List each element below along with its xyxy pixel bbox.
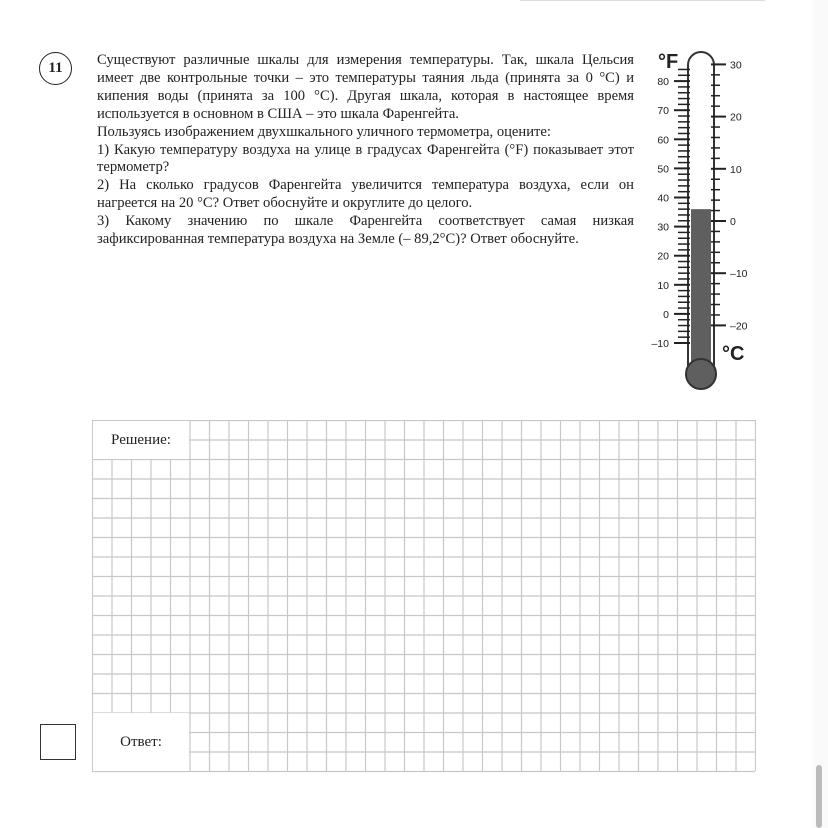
celsius-unit: °C [722, 343, 745, 365]
fahrenheit-label: 40 [657, 192, 669, 205]
fahrenheit-label: 70 [657, 105, 669, 118]
answer-grid [92, 420, 756, 773]
scrollbar-track[interactable] [813, 0, 828, 828]
task-text [97, 52, 634, 249]
fahrenheit-label: 10 [657, 279, 669, 292]
celsius-label: 0 [730, 216, 736, 228]
fahrenheit-label: –10 [651, 338, 669, 350]
fahrenheit-label: 30 [657, 221, 669, 234]
celsius-label: 20 [730, 111, 742, 124]
task-number: 11 [39, 52, 72, 85]
question-2: 2) На сколько градусов Фаренгейта увеличится температура воздуха, если он нагреется на 20 °C? Ответ обоснуйте и округлите до целого. [97, 177, 634, 212]
fahrenheit-label: 50 [657, 163, 669, 176]
fahrenheit-unit: °F [658, 51, 679, 73]
celsius-label: –20 [730, 320, 748, 333]
celsius-label: –10 [730, 268, 748, 281]
scrollbar-thumb[interactable] [816, 765, 822, 828]
task-intro: Существуют различные шкалы для измерения температуры. Так, шкала Цельсия имеет две контрольные точки – это температуры таяния льда (принята за 0 °C) и кипения воды (принята за 100 °C). Другая шкала, которая в настоящее время используется в основном в США – это шкала Фаренгейта. [97, 52, 634, 122]
fahrenheit-label: 20 [657, 250, 669, 263]
answer-label: Ответ: [93, 713, 189, 771]
fahrenheit-label: 0 [663, 308, 669, 321]
fahrenheit-label: 60 [657, 134, 669, 147]
thermometer-figure [640, 40, 760, 400]
score-box [40, 724, 76, 760]
fahrenheit-label: 80 [657, 76, 669, 89]
solution-label: Решение: [93, 421, 189, 459]
top-divider [520, 0, 765, 1]
celsius-label: 30 [730, 59, 742, 72]
thermometer-bulb [686, 359, 716, 389]
celsius-label: 10 [730, 163, 742, 176]
mercury-column [691, 209, 711, 370]
question-3: 3) Какому значению по шкале Фаренгейта соответствует самая низкая зафиксированная температура воздуха на Земле (– 89,2°C)? Ответ обоснуйте. [97, 213, 634, 248]
task-instruction: Пользуясь изображением двухшкального уличного термометра, оцените: [97, 123, 551, 140]
question-1: 1) Какую температуру воздуха на улице в градусах Фаренгейта (°F) показывает этот термометр? [97, 141, 634, 176]
